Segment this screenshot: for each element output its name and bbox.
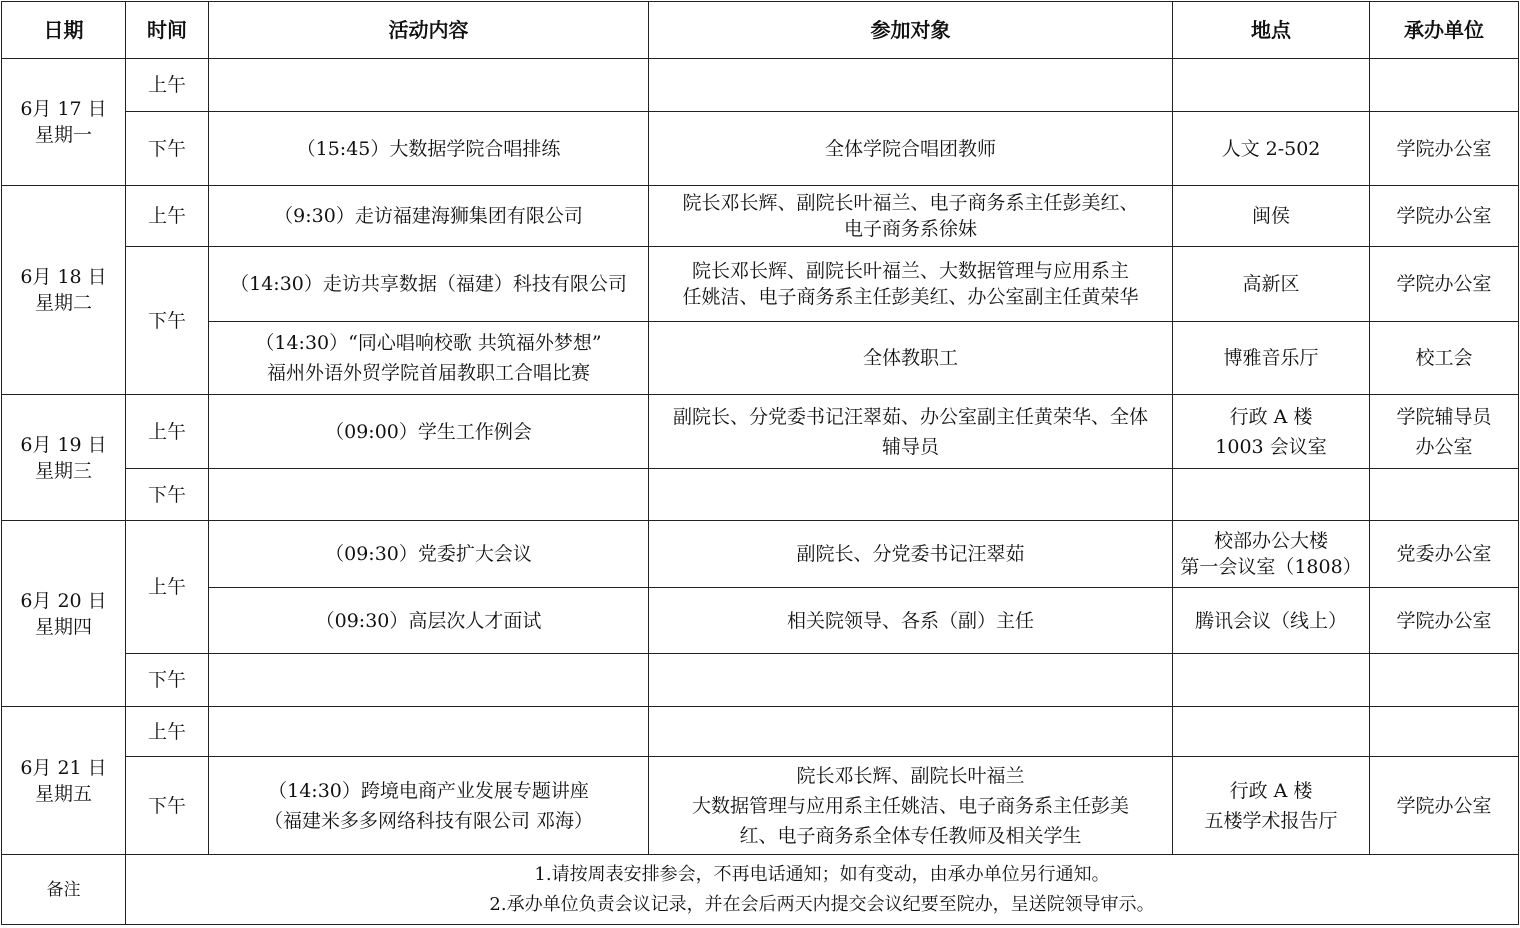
table-row xyxy=(2,707,1519,757)
date-cell xyxy=(2,521,126,707)
date-cell xyxy=(2,395,126,521)
activity-cell: （09:30）高层次人才面试 xyxy=(209,588,649,654)
activity-cell: （15:45）大数据学院合唱排练 xyxy=(209,112,649,186)
remark-line-2: 2.承办单位负责会议记录，并在会后两天内提交会议纪要至院办，呈送院领导审示。 xyxy=(489,893,1155,915)
header-location: 地点 xyxy=(1173,2,1370,59)
date-cell xyxy=(2,707,126,855)
activity-cell: （09:30）党委扩大会议 xyxy=(209,521,649,588)
activity-cell xyxy=(209,469,649,521)
location-cell: 行政 A 楼 五楼学术报告厅 xyxy=(1173,757,1370,855)
time-cell: 下午 xyxy=(126,469,209,521)
time-cell: 下午 xyxy=(126,757,209,855)
table-row xyxy=(2,654,1519,707)
participants-cell: 院长邓长辉、副院长叶福兰 大数据管理与应用系主任姚洁、电子商务系主任彭美 红、电子商务系全体专任教师及相关学生 xyxy=(649,757,1173,855)
participants-cell: 副院长、分党委书记汪翠茹 xyxy=(649,521,1173,588)
activity-cell xyxy=(209,654,649,707)
organizer-cell: 党委办公室 xyxy=(1370,521,1519,588)
remark-line-1: 1.请按周表安排参会，不再电话通知；如有变动，由承办单位另行通知。 xyxy=(534,863,1110,885)
date-text: 6月 20 日 xyxy=(20,589,107,612)
date-cell xyxy=(2,186,126,395)
participants-cell: 相关院领导、各系（副）主任 xyxy=(649,588,1173,654)
activity-cell: （09:00）学生工作例会 xyxy=(209,395,649,469)
header-time: 时间 xyxy=(126,2,209,59)
weekday-text: 星期四 xyxy=(34,615,92,638)
organizer-cell: 校工会 xyxy=(1370,322,1519,395)
remarks-content xyxy=(126,855,1519,925)
header-row xyxy=(2,2,1519,59)
time-cell: 上午 xyxy=(126,707,209,757)
table-row xyxy=(2,395,1519,469)
header-activity: 活动内容 xyxy=(209,2,649,59)
time-cell: 上午 xyxy=(126,59,209,112)
weekday-text: 星期一 xyxy=(34,124,92,146)
participants-cell: 副院长、分党委书记汪翠茹、办公室副主任黄荣华、全体 辅导员 xyxy=(649,395,1173,469)
time-cell: 上午 xyxy=(126,395,209,469)
table-row xyxy=(2,59,1519,112)
organizer-cell xyxy=(1370,707,1519,757)
table-row xyxy=(2,186,1519,247)
date-text: 6月 21 日 xyxy=(20,756,107,779)
weekday-text: 星期五 xyxy=(34,782,92,805)
organizer-cell: 学院辅导员 办公室 xyxy=(1370,395,1519,469)
activity-cell: （14:30）跨境电商产业发展专题讲座 （福建米多多网络科技有限公司 邓海） xyxy=(209,757,649,855)
location-cell xyxy=(1173,654,1370,707)
participants-cell: 全体学院合唱团教师 xyxy=(649,112,1173,186)
table-row xyxy=(2,469,1519,521)
participants-cell: 全体教职工 xyxy=(649,322,1173,395)
date-text: 6月 19 日 xyxy=(20,433,107,456)
time-cell: 上午 xyxy=(126,521,209,654)
location-cell: 腾讯会议（线上） xyxy=(1173,588,1370,654)
location-cell xyxy=(1173,469,1370,521)
remarks-label: 备注 xyxy=(2,855,126,925)
activity-cell: （14:30）“同心唱响校歌 共筑福外梦想” 福州外语外贸学院首届教职工合唱比赛 xyxy=(209,322,649,395)
organizer-cell: 学院办公室 xyxy=(1370,757,1519,855)
activity-cell: （9:30）走访福建海狮集团有限公司 xyxy=(209,186,649,247)
participants-cell xyxy=(649,707,1173,757)
time-cell: 上午 xyxy=(126,186,209,247)
organizer-cell: 学院办公室 xyxy=(1370,112,1519,186)
time-cell: 下午 xyxy=(126,247,209,395)
header-participants: 参加对象 xyxy=(649,2,1173,59)
participants-cell xyxy=(649,654,1173,707)
table-row xyxy=(2,247,1519,322)
table-row xyxy=(2,588,1519,654)
weekday-text: 星期二 xyxy=(34,292,92,314)
table-row xyxy=(2,322,1519,395)
location-cell xyxy=(1173,707,1370,757)
time-cell: 下午 xyxy=(126,654,209,707)
participants-cell xyxy=(649,469,1173,521)
time-cell: 下午 xyxy=(126,112,209,186)
remarks-row xyxy=(2,855,1519,925)
organizer-cell xyxy=(1370,469,1519,521)
header-organizer: 承办单位 xyxy=(1370,2,1519,59)
date-cell xyxy=(2,59,126,186)
location-cell: 行政 A 楼 1003 会议室 xyxy=(1173,395,1370,469)
activity-cell xyxy=(209,707,649,757)
table-row xyxy=(2,757,1519,855)
participants-cell: 院长邓长辉、副院长叶福兰、大数据管理与应用系主 任姚洁、电子商务系主任彭美红、办公室副主任黄荣华 xyxy=(649,247,1173,322)
weekly-schedule-table xyxy=(1,1,1519,925)
organizer-cell xyxy=(1370,59,1519,112)
organizer-cell xyxy=(1370,654,1519,707)
location-cell: 校部办公大楼 第一会议室（1808） xyxy=(1173,521,1370,588)
activity-cell xyxy=(209,59,649,112)
participants-cell: 院长邓长辉、副院长叶福兰、电子商务系主任彭美红、 电子商务系徐妹 xyxy=(649,186,1173,247)
location-cell: 高新区 xyxy=(1173,247,1370,322)
header-date: 日期 xyxy=(2,2,126,59)
location-cell xyxy=(1173,59,1370,112)
date-text: 6月 18 日 xyxy=(20,266,107,288)
weekday-text: 星期三 xyxy=(34,459,92,482)
date-text: 6月 17 日 xyxy=(20,98,107,120)
organizer-cell: 学院办公室 xyxy=(1370,588,1519,654)
location-cell: 人文 2-502 xyxy=(1173,112,1370,186)
organizer-cell: 学院办公室 xyxy=(1370,186,1519,247)
location-cell: 闽侯 xyxy=(1173,186,1370,247)
location-cell: 博雅音乐厅 xyxy=(1173,322,1370,395)
table-row xyxy=(2,521,1519,588)
table-row xyxy=(2,112,1519,186)
organizer-cell: 学院办公室 xyxy=(1370,247,1519,322)
activity-cell: （14:30）走访共享数据（福建）科技有限公司 xyxy=(209,247,649,322)
participants-cell xyxy=(649,59,1173,112)
